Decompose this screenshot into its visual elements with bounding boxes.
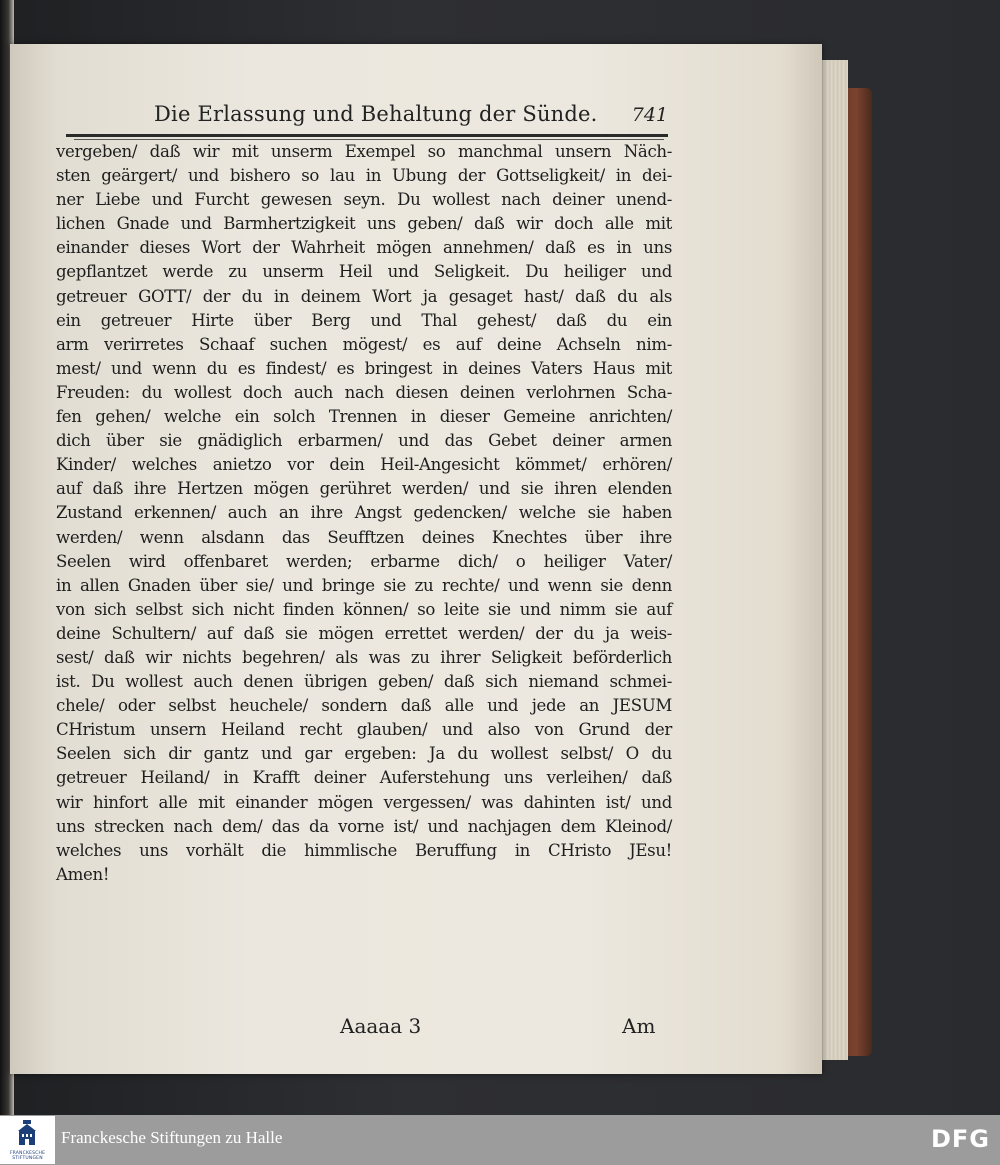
text-line: Amen! [56,864,110,884]
text-line: Seelen wird offenbaret werden; erbarme dich/ o heiliger Vater/ [56,551,672,571]
text-line: fen gehen/ welche ein solch Trennen in dieser Gemeine anrichten/ [56,407,672,427]
text-line: getreuer GOTT/ der du in deinem Wort ja gesaget hast/ daß du als [56,286,672,306]
catchword: Am [622,1014,656,1038]
book-page [10,44,822,1074]
text-line: getreuer Heiland/ in Krafft deiner Auferstehung uns verleihen/ daß [56,768,672,788]
institution-logo[interactable] [0,1116,55,1164]
text-line: Zustand erkennen/ auch an ihre Angst gedencken/ welche sie haben [56,503,672,523]
text-line: einander dieses Wort der Wahrheit mögen annehmen/ daß es in uns [56,238,672,258]
text-line: Freuden: du wollest doch auch nach diesen deinen verlohrnen Scha- [56,382,672,402]
text-line: welches uns vorhält die himmlische Beruffung in CHristo JEsu! [56,840,672,860]
text-line: CHristum unsern Heiland recht glauben/ und also von Grund der [56,720,672,740]
text-line: dich über sie gnädiglich erbarmen/ und das Gebet deiner armen [56,431,672,451]
page-number: 741 [631,104,668,126]
page-header [148,100,668,130]
text-line: in allen Gnaden über sie/ und bringe sie zu rechte/ und wenn sie denn [56,575,672,595]
text-line: lichen Gnade und Barmhertzigkeit uns geben/ daß wir doch alle mit [56,214,672,234]
institution-name[interactable]: Franckesche Stiftungen zu Halle [61,1128,283,1147]
text-line: vergeben/ daß wir mit unserm Exempel so manchmal unsern Näch- [56,142,672,161]
text-line: auf daß ihre Hertzen mögen gerühret werden/ und sie ihren elenden [56,479,672,499]
text-line: chele/ oder selbst heuchele/ sondern daß alle und jede an JESUM [56,696,672,716]
text-line: Seelen sich dir gantz und gar ergeben: Ja du wollest selbst/ O du [56,744,672,764]
body-text [56,140,672,887]
text-line: ist. Du wollest auch denen übrigen geben/ daß sich niemand schmei- [56,672,672,692]
footer-bar [0,1115,1000,1165]
text-line: werden/ wenn alsdann das Seufftzen deines Knechtes über ihre [56,527,672,547]
signature-mark: Aaaaa 3 [340,1014,422,1038]
text-line: ner Liebe und Furcht gewesen seyn. Du wollest nach deiner unend- [56,190,672,210]
running-title: Die Erlassung und Behaltung der Sünde. [154,102,598,126]
header-rule [66,134,668,137]
text-line: sest/ daß wir nichts begehren/ als was zu ihrer Seligkeit beförderlich [56,647,672,667]
text-line: gepflantzet werde zu unserm Heil und Seligkeit. Du heiliger und [56,262,672,282]
text-line: mest/ und wenn du es findest/ es bringest in deines Vaters Haus mit [56,358,672,378]
text-line: ein getreuer Hirte über Berg und Thal gehest/ daß du ein [56,310,672,330]
text-line: uns strecken nach dem/ das da vorne ist/ und nachjagen dem Kleinod/ [56,816,672,836]
text-line: arm verirretes Schaaf suchen mögest/ es auf deine Achseln nim- [56,334,672,354]
text-line: deine Schultern/ auf daß sie mögen errettet werden/ der du ja weis- [56,623,672,643]
text-line: sten geärgert/ und bishero so lau in Ubung der Gottseligkeit/ in dei- [56,166,672,186]
text-line: Kinder/ welches anietzo vor dein Heil-Angesicht kömmet/ erhören/ [56,455,672,475]
logo-caption: FRANCKESCHE STIFTUNGEN [9,1151,46,1161]
dfg-logo[interactable]: DFG [930,1125,990,1153]
text-line: wir hinfort alle mit einander mögen vergessen/ was dahinten ist/ und [56,792,672,812]
text-line: von sich selbst sich nicht finden können/ so leite sie und nimm sie auf [56,599,672,619]
orphanage-building-icon [14,1119,40,1149]
